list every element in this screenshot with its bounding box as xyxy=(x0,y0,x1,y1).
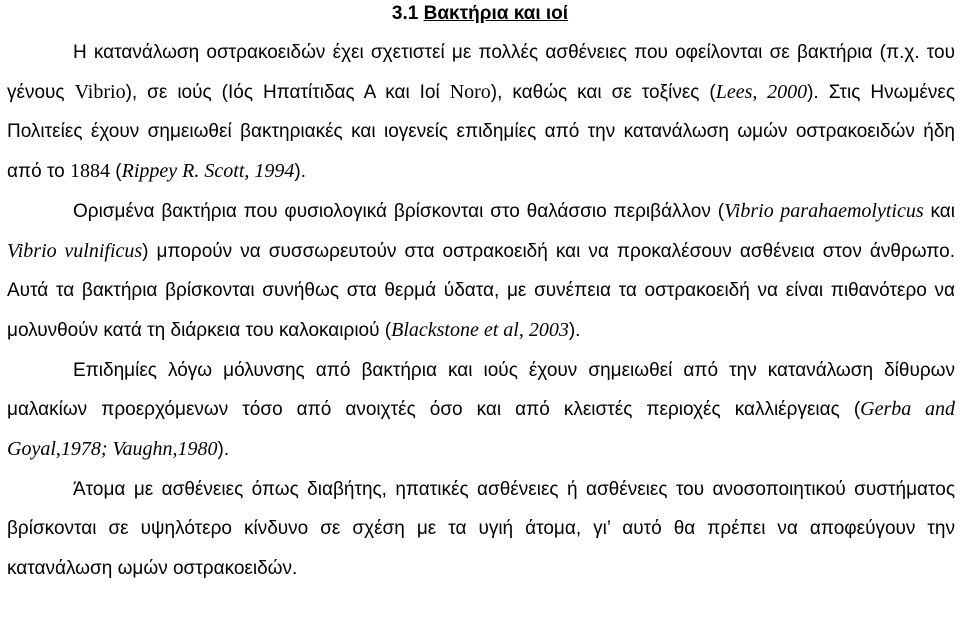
citation: Gerba and Goyal,1978; Vaughn,1980 xyxy=(7,398,956,461)
genus-name: Vibrio xyxy=(74,80,126,103)
paragraph-text: ). xyxy=(294,161,306,183)
paragraph-1 xyxy=(7,33,955,192)
paragraph-text: ). xyxy=(568,319,581,341)
section-heading xyxy=(0,1,960,27)
paragraph-text: Η κατανάλωση οστρακοειδών έχει σχετιστεί με πολλές ασθένειες που οφείλονται σε βακτήρια (π.χ. του γένους xyxy=(7,42,955,103)
paragraph-text: ), σε ιούς (Ιός Ηπατίτιδας Α και Ιοί xyxy=(125,81,450,103)
species-name: Vibrio parahaemolyticus xyxy=(724,199,924,222)
paragraph-3 xyxy=(7,351,955,470)
section-body xyxy=(7,33,955,589)
section-title: Βακτήρια και ιοί xyxy=(423,3,569,24)
paragraph-4 xyxy=(7,470,955,589)
species-name: Vibrio vulnificus xyxy=(7,239,143,262)
paragraph-text: Άτομα με ασθένειες όπως διαβήτης, ηπατικές ασθένειες ή ασθένειες του ανοσοποιητικού συστήματος βρίσκονται σε υψηλότερο κίνδυνο σε σχέση με τα υγιή άτομα, γι’ αυτό θα πρέπει να αποφεύγουν την κατανάλωση ωμών οστρακοειδών. xyxy=(7,478,955,580)
year: 1884 xyxy=(70,160,111,183)
paragraph-text: Ορισμένα βακτήρια που φυσιολογικά βρίσκονται στο θαλάσσιο περιβάλλον ( xyxy=(73,200,725,222)
paragraph-text: ). xyxy=(217,439,230,461)
paragraph-text: ), καθώς και σε τοξίνες ( xyxy=(490,81,716,103)
paragraph-text: Επιδημίες λόγω μόλυνσης από βακτήρια και ιούς έχουν σημειωθεί από την κατανάλωση δίθυρων μαλακίων προερχόμενων τόσο από ανοιχτές όσο και από κλειστές περιοχές καλλιέργειας ( xyxy=(7,359,955,421)
paragraph-text: ( xyxy=(110,161,122,183)
paragraph-text: ). Στις Ηνωμένες Πολιτείες έχουν σημειωθεί βακτηριακές και ιογενείς επιδημίες από την κατανάλωση ωμών οστρακοειδών ήδη από το xyxy=(7,81,955,183)
paragraph-2 xyxy=(7,192,955,351)
virus-name: Noro xyxy=(449,80,491,103)
paragraph-text: ) μπορούν να συσσωρευτούν στα οστρακοειδή και να προκαλέσουν ασθένεια στον άνθρωπο. Αυτά τα βακτήρια βρίσκονται συνήθως στα θερμά ύδατα, με συνέπεια τα οστρακοειδή να είναι πιθανότερο να μολυνθούν κατά τη διάρκεια του καλοκαιριού ( xyxy=(7,240,955,341)
citation: Rippey R. Scott, 1994 xyxy=(121,160,295,183)
citation: Blackstone et al, 2003 xyxy=(391,318,569,341)
section-number: 3.1 xyxy=(391,3,419,24)
paragraph-text: και xyxy=(923,200,955,222)
citation: Lees, 2000 xyxy=(715,80,808,103)
